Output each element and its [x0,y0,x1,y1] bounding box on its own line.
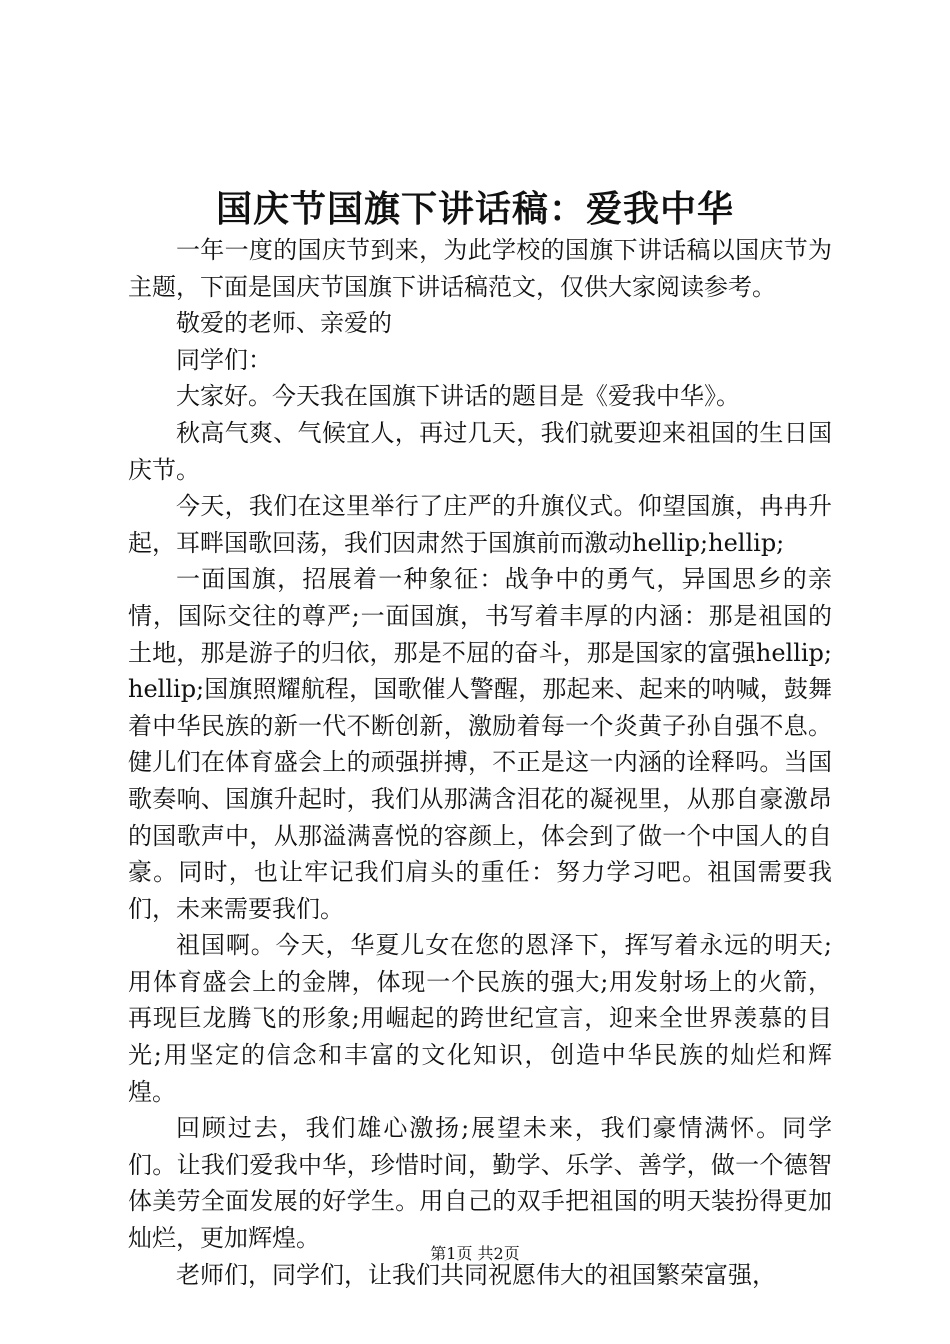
paragraph-greeting: 大家好。今天我在国旗下讲话的题目是《爱我中华》。 [176,382,740,411]
paragraph-motherland: 祖国啊。今天，华夏儿女在您的恩泽下，挥写着永远的明天;用体育盛会上的金牌，体现一个民族的强大;用发射场上的火箭，再现巨龙腾飞的形象;用崛起的跨世纪宣言，迎来全世界羡慕的目光;用坚定的信念和丰富的文化知识，创造中华民族的灿烂和辉煌。 [128,931,832,1106]
page-footer: 第1页 共2页 [430,1244,520,1263]
paragraph-intro: 一年一度的国庆节到来，为此学校的国旗下讲话稿以国庆节为主题，下面是国庆节国旗下讲话稿范文，仅供大家阅读参考。 [128,236,832,301]
paragraph-salutation-students: 同学们： [176,345,272,374]
document-title: 国庆节国旗下讲话稿：爱我中华 [215,188,734,230]
paragraph-salutation-teachers: 敬爱的老师、亲爱的 [176,309,392,338]
paragraph-autumn: 秋高气爽、气候宜人，再过几天，我们就要迎来祖国的生日国庆节。 [128,418,832,484]
paragraph-closing: 老师们，同学们，让我们共同祝愿伟大的祖国繁荣富强， [176,1260,776,1289]
document-body [128,232,832,1293]
paragraph-flag-ceremony: 今天，我们在这里举行了庄严的升旗仪式。仰望国旗，冉冉升起，耳畔国歌回荡，我们因肃然于国旗前而激动hellip;hellip; [128,492,832,557]
paragraph-flag-symbol: 一面国旗，招展着一种象征：战争中的勇气，异国思乡的亲情，国际交往的尊严;一面国旗，书写着丰厚的内涵：那是祖国的土地，那是游子的归依，那是不屈的奋斗，那是国家的富强hellip;hellip;国旗照耀航程，国歌催人警醒，那起来、起来的呐喊，鼓舞着中华民族的新一代不断创新，激励着每一个炎黄子孙自强不息。健儿们在体育盛会上的顽强拼搏，不正是这一内涵的诠释吗。当国歌奏响、国旗升起时，我们从那满含泪花的凝视里，从那自豪激昂的国歌声中，从那溢满喜悦的容颜上，体会到了做一个中国人的自豪。同时，也让牢记我们肩头的重任：努力学习吧。祖国需要我们，未来需要我们。 [128,565,832,923]
paragraph-review: 回顾过去，我们雄心激扬;展望未来，我们豪情满怀。同学们。让我们爱我中华，珍惜时间，勤学、乐学、善学，做一个德智体美劳全面发展的好学生。用自己的双手把祖国的明天装扮得更加灿烂，更加辉煌。 [128,1114,832,1253]
